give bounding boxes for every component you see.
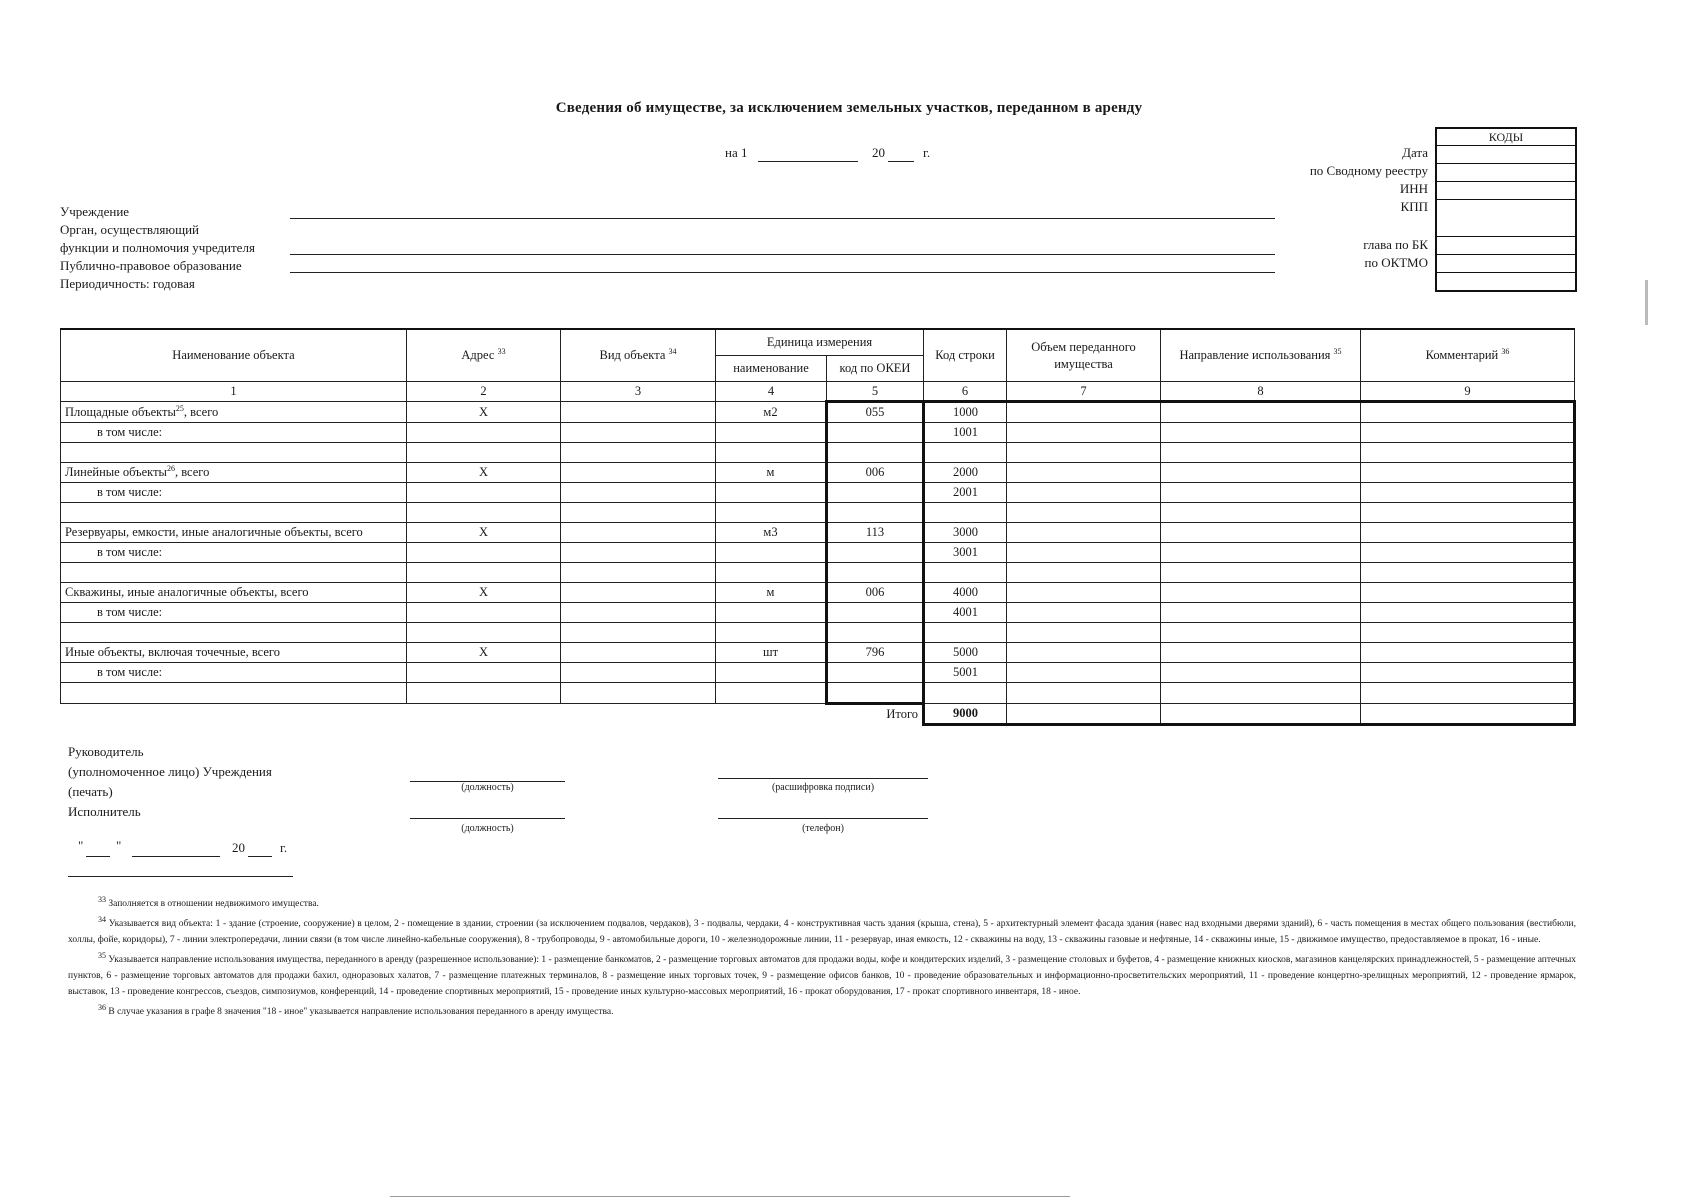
- address-cell: Х: [407, 523, 561, 543]
- address-cell: Х: [407, 583, 561, 603]
- object-name: Скважины, иные аналогичные объекты, всего: [65, 585, 309, 599]
- code-label-bk: глава по БК: [1363, 237, 1428, 252]
- public-entity-label: Публично-правовое образование: [60, 258, 242, 273]
- table-row: [61, 503, 1575, 523]
- type-cell[interactable]: [561, 443, 716, 463]
- type-cell[interactable]: [561, 563, 716, 583]
- row-code-cell: 4000: [924, 583, 1007, 603]
- okei-cell: 006: [827, 463, 924, 483]
- unit-name-cell[interactable]: [716, 603, 827, 623]
- code-cell-extra[interactable]: [1437, 273, 1575, 290]
- footnote: $^{33}$ Заполняется в отношении недвижимого имущества.: [98, 895, 319, 910]
- type-cell[interactable]: [561, 683, 716, 704]
- code-cell-date[interactable]: [1437, 146, 1575, 164]
- object-name-cell: [61, 583, 407, 603]
- date-suffix: г.: [923, 145, 931, 160]
- table-row: [61, 463, 1575, 483]
- unit-name-cell: м: [716, 463, 827, 483]
- table-row: [61, 623, 1575, 643]
- row-code-cell[interactable]: [924, 623, 1007, 643]
- object-name-cell: [61, 402, 407, 423]
- empty-cell: [716, 704, 827, 725]
- okei-cell[interactable]: [827, 503, 924, 523]
- unit-name-cell: шт: [716, 643, 827, 663]
- address-cell[interactable]: [407, 543, 561, 563]
- empty-cell: [407, 704, 561, 725]
- table-row: [61, 543, 1575, 563]
- address-cell: Х: [407, 463, 561, 483]
- volume-cell[interactable]: [1007, 603, 1161, 623]
- unit-name-cell: м2: [716, 402, 827, 423]
- head-label-line1: Руководитель: [68, 744, 144, 759]
- row-code-cell: 2001: [924, 483, 1007, 503]
- row-code-cell: 3000: [924, 523, 1007, 543]
- volume-cell[interactable]: [1007, 643, 1161, 663]
- row-code-cell: 3001: [924, 543, 1007, 563]
- header-unit-code: код по ОКЕИ: [827, 356, 924, 382]
- organ-field[interactable]: [290, 254, 1275, 255]
- sign-date-quote-close: ": [116, 838, 122, 853]
- address-cell: Х: [407, 402, 561, 423]
- address-cell[interactable]: [407, 603, 561, 623]
- row-code-cell: 2000: [924, 463, 1007, 483]
- footnote: $^{35}$ Указывается направление использования имущества, переданного в аренду (разрешенное использование): 1 - размещение банкоматов, 2 - размещение торговых автоматов для продажи воды, кофе и кондитерских изделий, 3 - размещение столовых и буфетов, 4 - размещение книжных киосков, магазинов канцелярских принадлежностей, 5 - размещение аптечных пунктов, 6 - размещение торговых автоматов для продажи бахил, одноразовых халатов, 7 - размещение платежных терминалов, 8 - размещение иных торговых точек, 9 - размещение офисов банков, 10 - проведение образовательных и информационно-просветительских мероприятий, 11 - проведение концертно-зрелищных мероприятий, 12 - проведение ярмарок, выставок, 13 - проведение конгрессов, съездов, симпозиумов, конференций, 14 - проведение спортивных мероприятий, 15 - проведение иных культурно-массовых мероприятий, 16 - прокат оборудования, 17 - прокат спортивного инвентаря, 18 - иное.: [68, 951, 1576, 998]
- type-cell[interactable]: [561, 423, 716, 443]
- header-unit-group: Единица измерения: [716, 329, 924, 356]
- footnote-separator: [68, 876, 293, 877]
- volume-cell[interactable]: [1007, 663, 1161, 683]
- sub-label-cell: в том числе:: [61, 603, 407, 623]
- direction-cell[interactable]: [1161, 423, 1361, 443]
- okei-cell[interactable]: [827, 543, 924, 563]
- head-decoding-caption: (расшифровка подписи): [771, 782, 875, 793]
- header-type: Вид объекта $^{34}$: [561, 329, 716, 382]
- type-cell[interactable]: [561, 623, 716, 643]
- header-row-code: Код строки: [924, 329, 1007, 382]
- executor-label: Исполнитель: [68, 804, 141, 819]
- unit-name-cell[interactable]: [716, 563, 827, 583]
- header-direction: Направление использования $^{35}$: [1161, 329, 1361, 382]
- object-name-suffix: , всего: [183, 405, 219, 420]
- volume-cell[interactable]: [1007, 563, 1161, 583]
- unit-name-cell[interactable]: [716, 423, 827, 443]
- volume-cell[interactable]: [1007, 443, 1161, 463]
- volume-cell[interactable]: [1007, 523, 1161, 543]
- footnote: $^{36}$ В случае указания в графе 8 значения "18 - иное" указывается направление использования переданного в аренду имущества.: [98, 1003, 614, 1018]
- code-label-kpp: КПП: [1400, 199, 1428, 214]
- comment-cell[interactable]: [1361, 583, 1575, 603]
- comment-cell[interactable]: [1361, 563, 1575, 583]
- row-code-cell[interactable]: [924, 443, 1007, 463]
- object-name-cell: [61, 643, 407, 663]
- header-volume: Объем переданного имущества: [1007, 329, 1161, 382]
- header-comment: Комментарий $^{36}$: [1361, 329, 1575, 382]
- table-row: [61, 402, 1575, 423]
- direction-cell[interactable]: [1161, 623, 1361, 643]
- object-name: Резервуары, емкости, иные аналогичные объекты, всего: [65, 525, 363, 539]
- stamp-label: (печать): [68, 784, 113, 799]
- table-row: [61, 443, 1575, 463]
- sub-label-cell: в том числе:: [61, 483, 407, 503]
- header-unit-name: наименование: [716, 356, 827, 382]
- codes-box: [1435, 127, 1577, 292]
- okei-cell[interactable]: [827, 663, 924, 683]
- address-cell[interactable]: [407, 623, 561, 643]
- direction-cell[interactable]: [1161, 663, 1361, 683]
- unit-name-cell[interactable]: [716, 483, 827, 503]
- okei-cell[interactable]: [827, 423, 924, 443]
- sign-day-field[interactable]: [86, 856, 110, 857]
- col-number: 3: [561, 382, 716, 402]
- property-table: [60, 328, 1576, 726]
- col-number: 6: [924, 382, 1007, 402]
- header-name: Наименование объекта: [61, 329, 407, 382]
- total-volume-cell[interactable]: [1007, 704, 1161, 725]
- object-name: Линейные объекты: [65, 465, 167, 480]
- address-cell: Х: [407, 643, 561, 663]
- comment-cell[interactable]: [1361, 443, 1575, 463]
- institution-label: Учреждение: [60, 204, 130, 219]
- table-row: [61, 663, 1575, 683]
- direction-cell[interactable]: [1161, 643, 1361, 663]
- okei-cell[interactable]: [827, 443, 924, 463]
- address-cell[interactable]: [407, 563, 561, 583]
- table-row: [61, 683, 1575, 704]
- type-cell[interactable]: [561, 463, 716, 483]
- okei-cell: 113: [827, 523, 924, 543]
- volume-cell[interactable]: [1007, 423, 1161, 443]
- code-cell-oktmo[interactable]: [1437, 255, 1575, 273]
- direction-cell[interactable]: [1161, 523, 1361, 543]
- sign-year-field[interactable]: [248, 856, 272, 857]
- comment-cell[interactable]: [1361, 663, 1575, 683]
- volume-cell[interactable]: [1007, 543, 1161, 563]
- row-code-cell: 4001: [924, 603, 1007, 623]
- comment-cell[interactable]: [1361, 503, 1575, 523]
- footnote: $^{34}$ Указывается вид объекта: 1 - здание (строение, сооружение) в целом, 2 - помещение в здании, строении (за исключением подвалов, чердаков), 3 - подвалы, чердаки, 4 - конструктивная часть здания (крыша, стена), 5 - архитектурный элемент фасада здания (навес над входными дверями зданий), 6 - часть помещения в местах общего пользования (вестибюли, холлы, фойе, коридоры), 7 - линии электропередачи, линии связи (в том числе линейно-кабельные сооружения), 8 - трубопроводы, 9 - автомобильные дороги, 10 - железнодорожные линии, 11 - резервуар, иная емкость, 12 - скважины на воду, 13 - скважины газовые и нефтяные, 14 - скважины иные, 15 - движимое имущество, предоставляемое в прокат, 16 - иные.: [68, 915, 1577, 946]
- head-position-caption: (должность): [461, 782, 514, 793]
- code-label-registry: по Сводному реестру: [1309, 163, 1428, 178]
- unit-name-cell[interactable]: [716, 663, 827, 683]
- object-name-suffix: , всего: [174, 465, 210, 480]
- col-number: 5: [827, 382, 924, 402]
- executor-phone-caption: (телефон): [802, 823, 844, 834]
- comment-cell[interactable]: [1361, 543, 1575, 563]
- institution-field[interactable]: [290, 218, 1275, 219]
- table-row: [61, 523, 1575, 543]
- code-label-inn: ИНН: [1399, 181, 1428, 196]
- head-decoding-field[interactable]: [718, 778, 928, 779]
- executor-phone-field[interactable]: [718, 818, 928, 819]
- form-title: Сведения об имуществе, за исключением земельных участков, переданном в аренду: [555, 100, 1143, 116]
- okei-cell[interactable]: [827, 563, 924, 583]
- address-cell[interactable]: [407, 683, 561, 704]
- direction-cell[interactable]: [1161, 603, 1361, 623]
- direction-cell[interactable]: [1161, 483, 1361, 503]
- comment-cell[interactable]: [1361, 643, 1575, 663]
- type-cell[interactable]: [561, 603, 716, 623]
- col-number: 9: [1361, 382, 1575, 402]
- sign-date-quote-open: ": [78, 838, 84, 853]
- object-name-cell[interactable]: [61, 563, 407, 583]
- address-cell[interactable]: [407, 423, 561, 443]
- head-label-line2: (уполномоченное лицо) Учреждения: [68, 764, 272, 779]
- table-row: [61, 423, 1575, 443]
- okei-cell: 006: [827, 583, 924, 603]
- table-row: [61, 643, 1575, 663]
- unit-name-cell[interactable]: [716, 623, 827, 643]
- report-year-field[interactable]: [888, 161, 914, 162]
- address-cell[interactable]: [407, 443, 561, 463]
- table-row: [61, 583, 1575, 603]
- sub-label-cell: в том числе:: [61, 663, 407, 683]
- object-name-cell[interactable]: [61, 503, 407, 523]
- direction-cell[interactable]: [1161, 443, 1361, 463]
- unit-name-cell: м: [716, 583, 827, 603]
- volume-cell[interactable]: [1007, 402, 1161, 423]
- executor-position-field[interactable]: [410, 818, 565, 819]
- public-entity-field[interactable]: [290, 272, 1275, 273]
- code-cell-bk[interactable]: [1437, 237, 1575, 255]
- direction-cell[interactable]: [1161, 683, 1361, 704]
- report-day-month-field[interactable]: [758, 161, 858, 162]
- code-cell-registry[interactable]: [1437, 164, 1575, 182]
- direction-cell[interactable]: [1161, 503, 1361, 523]
- okei-cell[interactable]: [827, 683, 924, 704]
- comment-cell[interactable]: [1361, 423, 1575, 443]
- code-cell-kpp[interactable]: [1437, 200, 1575, 237]
- comment-cell[interactable]: [1361, 623, 1575, 643]
- object-name-cell[interactable]: [61, 683, 407, 704]
- comment-cell[interactable]: [1361, 483, 1575, 503]
- object-name: Иные объекты, включая точечные, всего: [65, 645, 280, 659]
- volume-cell[interactable]: [1007, 463, 1161, 483]
- address-cell[interactable]: [407, 663, 561, 683]
- volume-cell[interactable]: [1007, 623, 1161, 643]
- row-code-cell[interactable]: [924, 683, 1007, 704]
- type-cell[interactable]: [561, 663, 716, 683]
- unit-name-cell[interactable]: [716, 503, 827, 523]
- code-label-oktmo: по ОКТМО: [1364, 255, 1428, 270]
- direction-cell[interactable]: [1161, 563, 1361, 583]
- row-code-cell[interactable]: [924, 503, 1007, 523]
- sub-label-cell: в том числе:: [61, 543, 407, 563]
- row-code-cell: 5000: [924, 643, 1007, 663]
- address-cell[interactable]: [407, 483, 561, 503]
- date-prefix: на 1: [725, 145, 748, 160]
- col-number: 7: [1007, 382, 1161, 402]
- okei-cell[interactable]: [827, 603, 924, 623]
- okei-cell[interactable]: [827, 623, 924, 643]
- table-row: [61, 563, 1575, 583]
- type-cell[interactable]: [561, 483, 716, 503]
- volume-cell[interactable]: [1007, 583, 1161, 603]
- page-edge-line: [390, 1196, 1070, 1197]
- unit-name-cell[interactable]: [716, 683, 827, 704]
- unit-name-cell: м3: [716, 523, 827, 543]
- code-label-date: Дата: [1402, 145, 1428, 160]
- empty-cell: [61, 704, 407, 725]
- total-code-cell: 9000: [924, 704, 1007, 725]
- col-number: 4: [716, 382, 827, 402]
- object-name-sup: 25: [175, 403, 184, 413]
- unit-name-cell[interactable]: [716, 543, 827, 563]
- table-row: [61, 483, 1575, 503]
- date-year-prefix: 20: [872, 145, 885, 160]
- volume-cell[interactable]: [1007, 683, 1161, 704]
- direction-cell[interactable]: [1161, 402, 1361, 423]
- volume-cell[interactable]: [1007, 483, 1161, 503]
- object-name: Площадные объекты: [65, 405, 176, 420]
- sign-date-suffix: г.: [280, 840, 288, 855]
- comment-cell[interactable]: [1361, 603, 1575, 623]
- okei-cell: 055: [827, 402, 924, 423]
- header-address: Адрес $^{33}$: [407, 329, 561, 382]
- comment-cell[interactable]: [1361, 402, 1575, 423]
- total-comment-cell[interactable]: [1361, 704, 1575, 725]
- codes-title: КОДЫ: [1437, 129, 1575, 146]
- type-cell[interactable]: [561, 402, 716, 423]
- okei-cell[interactable]: [827, 483, 924, 503]
- col-number: 8: [1161, 382, 1361, 402]
- type-cell[interactable]: [561, 583, 716, 603]
- volume-cell[interactable]: [1007, 503, 1161, 523]
- total-row: [61, 704, 1575, 725]
- footnotes: [68, 892, 1576, 1021]
- scan-artifact: [1645, 280, 1648, 325]
- object-name-sup: 26: [166, 464, 175, 474]
- empty-cell: [561, 704, 716, 725]
- organ-label-line2: функции и полномочия учредителя: [60, 240, 255, 255]
- comment-cell[interactable]: [1361, 683, 1575, 704]
- row-code-cell: 5001: [924, 663, 1007, 683]
- type-cell[interactable]: [561, 503, 716, 523]
- sign-month-field[interactable]: [132, 856, 220, 857]
- total-label: Итого: [827, 704, 924, 725]
- type-cell[interactable]: [561, 643, 716, 663]
- direction-cell[interactable]: [1161, 543, 1361, 563]
- row-code-cell: 1001: [924, 423, 1007, 443]
- object-name-cell[interactable]: [61, 443, 407, 463]
- sign-year-prefix: 20: [232, 840, 245, 855]
- row-code-cell: 1000: [924, 402, 1007, 423]
- direction-cell[interactable]: [1161, 583, 1361, 603]
- type-cell[interactable]: [561, 543, 716, 563]
- object-name-cell: [61, 523, 407, 543]
- okei-cell: 796: [827, 643, 924, 663]
- code-cell-inn[interactable]: [1437, 182, 1575, 200]
- type-cell[interactable]: [561, 523, 716, 543]
- object-name-cell: [61, 463, 407, 483]
- unit-name-cell[interactable]: [716, 443, 827, 463]
- col-number: 1: [61, 382, 407, 402]
- sub-label-cell: в том числе:: [61, 423, 407, 443]
- table-row: [61, 603, 1575, 623]
- total-direction-cell[interactable]: [1161, 704, 1361, 725]
- direction-cell[interactable]: [1161, 463, 1361, 483]
- comment-cell[interactable]: [1361, 463, 1575, 483]
- organ-label-line1: Орган, осуществляющий: [60, 222, 199, 237]
- row-code-cell[interactable]: [924, 563, 1007, 583]
- periodicity-label: Периодичность: годовая: [60, 276, 195, 291]
- object-name-cell[interactable]: [61, 623, 407, 643]
- executor-position-caption: (должность): [461, 823, 514, 834]
- comment-cell[interactable]: [1361, 523, 1575, 543]
- col-number: 2: [407, 382, 561, 402]
- address-cell[interactable]: [407, 503, 561, 523]
